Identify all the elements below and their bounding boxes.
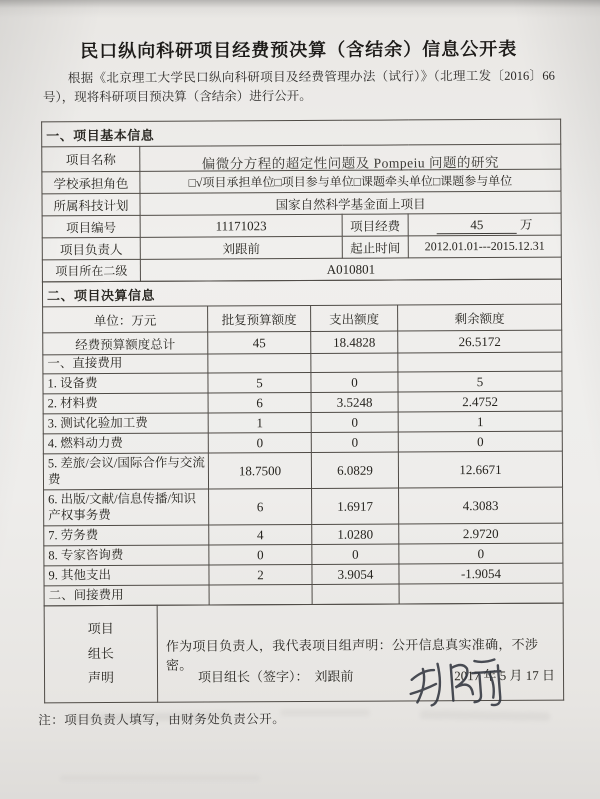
funding-value-cell	[408, 213, 561, 236]
row-spent: 18.4828	[311, 331, 398, 353]
declaration-date: 2017 年 5 月 17 日	[454, 667, 556, 684]
table-row	[44, 543, 563, 566]
row-remaining: 5	[398, 371, 562, 392]
row-remaining: -1.9054	[399, 563, 563, 584]
section-2-title: 二、项目决算信息	[42, 279, 561, 307]
row-label: 一、直接费用	[43, 354, 208, 374]
table-row	[43, 371, 562, 394]
row-label: 8. 专家咨询费	[44, 545, 209, 566]
row-spent	[311, 353, 398, 372]
row-approved: 5	[208, 372, 311, 393]
period-label: 起止时间	[342, 236, 408, 258]
signature-ink-icon	[404, 646, 516, 716]
row-label: 二、间接费用	[44, 585, 209, 606]
table-row	[44, 603, 564, 703]
table-row	[42, 169, 561, 194]
row-remaining	[399, 583, 563, 604]
row-remaining: 0	[399, 543, 563, 564]
section-1-title: 一、项目基本信息	[42, 119, 561, 147]
document-title: 民口纵向科研项目经费预决算（含结余）信息公开表	[80, 38, 518, 62]
table-row	[43, 431, 562, 454]
table-row	[44, 563, 563, 586]
row-approved	[209, 584, 312, 605]
row-approved: 18.7500	[208, 452, 311, 489]
project-name-label: 项目名称	[42, 146, 140, 172]
row-label: 经费预算额度总计	[43, 332, 208, 355]
row-spent: 3.5248	[311, 392, 398, 412]
row-label: 9. 其他支出	[44, 565, 209, 586]
row-approved: 0	[208, 432, 311, 453]
col-header-spent: 支出额度	[311, 305, 398, 331]
row-spent: 1.0280	[312, 524, 399, 544]
section-header-row	[42, 279, 561, 307]
row-spent: 0	[311, 412, 398, 432]
declaration-label: 项目 组长 声明	[44, 605, 158, 703]
row-spent: 6.0829	[311, 452, 398, 488]
project-no-label: 项目编号	[42, 215, 140, 238]
declaration-statement: 作为项目负责人，我代表项目组声明：公开信息真实准确，不涉密。	[165, 636, 539, 673]
project-name-cell	[140, 144, 561, 171]
row-approved: 4	[209, 524, 312, 545]
row-label: 7. 劳务费	[44, 525, 209, 546]
dept-label: 项目所在二级	[42, 259, 140, 282]
row-approved: 2	[209, 564, 312, 585]
funding-label: 项目经费	[342, 214, 408, 236]
role-checkboxes: □√项目承担单位□项目参与单位□课题牵头单位□课题参与单位	[140, 169, 561, 193]
row-spent: 0	[311, 432, 398, 452]
row-remaining: 4.3083	[399, 487, 563, 524]
row-spent: 1.6917	[312, 488, 399, 524]
row-spent: 3.9054	[312, 564, 399, 584]
col-header-approved: 批复预算额度	[208, 305, 311, 332]
row-approved: 1	[208, 412, 311, 433]
table-row	[42, 191, 561, 216]
row-label: 2. 材料费	[43, 393, 208, 414]
dept-value: A010801	[140, 257, 561, 281]
program-value: 国家自然科学基金面上项目	[140, 191, 561, 215]
declaration-cell	[157, 603, 564, 702]
table-row	[44, 487, 563, 526]
row-spent: 0	[312, 544, 399, 564]
table-row	[43, 330, 562, 355]
section-header-row	[42, 119, 561, 147]
table-row	[43, 411, 562, 434]
row-approved: 0	[209, 544, 312, 565]
row-label: 6. 出版/文献/信息传播/知识产权事务费	[44, 489, 209, 526]
table-row	[42, 144, 561, 172]
row-remaining: 0	[398, 431, 562, 452]
table-row	[44, 523, 563, 546]
project-no-value: 11171023	[140, 214, 342, 237]
intro-paragraph: 根据《北京理工大学民口纵向科研项目及经费管理办法（试行）》（北理工发〔2016〕66 号），现将科研项目预决算（含结余）进行公开。	[42, 68, 555, 105]
funding-unit: 万	[519, 217, 533, 233]
basic-info-table	[41, 119, 562, 283]
sign-label: 项目组长（签字）：	[197, 668, 309, 685]
row-remaining: 1	[398, 411, 562, 432]
table-row	[43, 451, 562, 490]
role-label: 学校承担角色	[42, 171, 140, 194]
row-remaining: 2.9720	[399, 523, 563, 544]
period-value: 2012.01.01---2015.12.31	[408, 235, 561, 258]
row-label: 1. 设备费	[43, 373, 208, 394]
row-remaining	[398, 352, 562, 372]
table-row	[42, 235, 561, 260]
row-label: 4. 燃料动力费	[43, 433, 208, 454]
row-label: 3. 测试化验加工费	[43, 413, 208, 434]
row-approved	[208, 353, 311, 373]
sign-name-printed: 刘跟前	[314, 668, 354, 684]
row-remaining: 12.6671	[398, 451, 562, 488]
row-label: 5. 差旅/会议/国际合作与交流费	[43, 453, 208, 490]
leader-label: 项目负责人	[42, 237, 140, 260]
row-remaining: 2.4752	[398, 391, 562, 412]
row-approved: 6	[208, 392, 311, 413]
col-header-remaining: 剩余额度	[398, 304, 562, 331]
row-approved: 6	[209, 488, 312, 525]
budget-table	[42, 279, 564, 607]
row-remaining: 26.5172	[398, 330, 562, 353]
footer-note: 注：项目负责人填写，由财务处负责公开。	[38, 712, 286, 728]
declaration-table	[44, 603, 565, 704]
program-label: 所属科技计划	[42, 193, 140, 216]
table-row	[43, 391, 562, 414]
table-row	[42, 213, 561, 238]
handwritten-signature	[404, 646, 517, 720]
row-spent: 0	[311, 372, 398, 392]
col-header-unit: 单位：万元	[43, 306, 208, 333]
project-name-value: 偏微分方程的超定性问题及 Pompeiu 问题的研究	[201, 155, 500, 172]
column-header-row	[43, 304, 562, 333]
leader-name: 刘跟前	[140, 236, 342, 259]
row-approved: 45	[208, 331, 311, 354]
funding-amount: 45	[437, 217, 517, 234]
row-spent	[312, 584, 399, 604]
